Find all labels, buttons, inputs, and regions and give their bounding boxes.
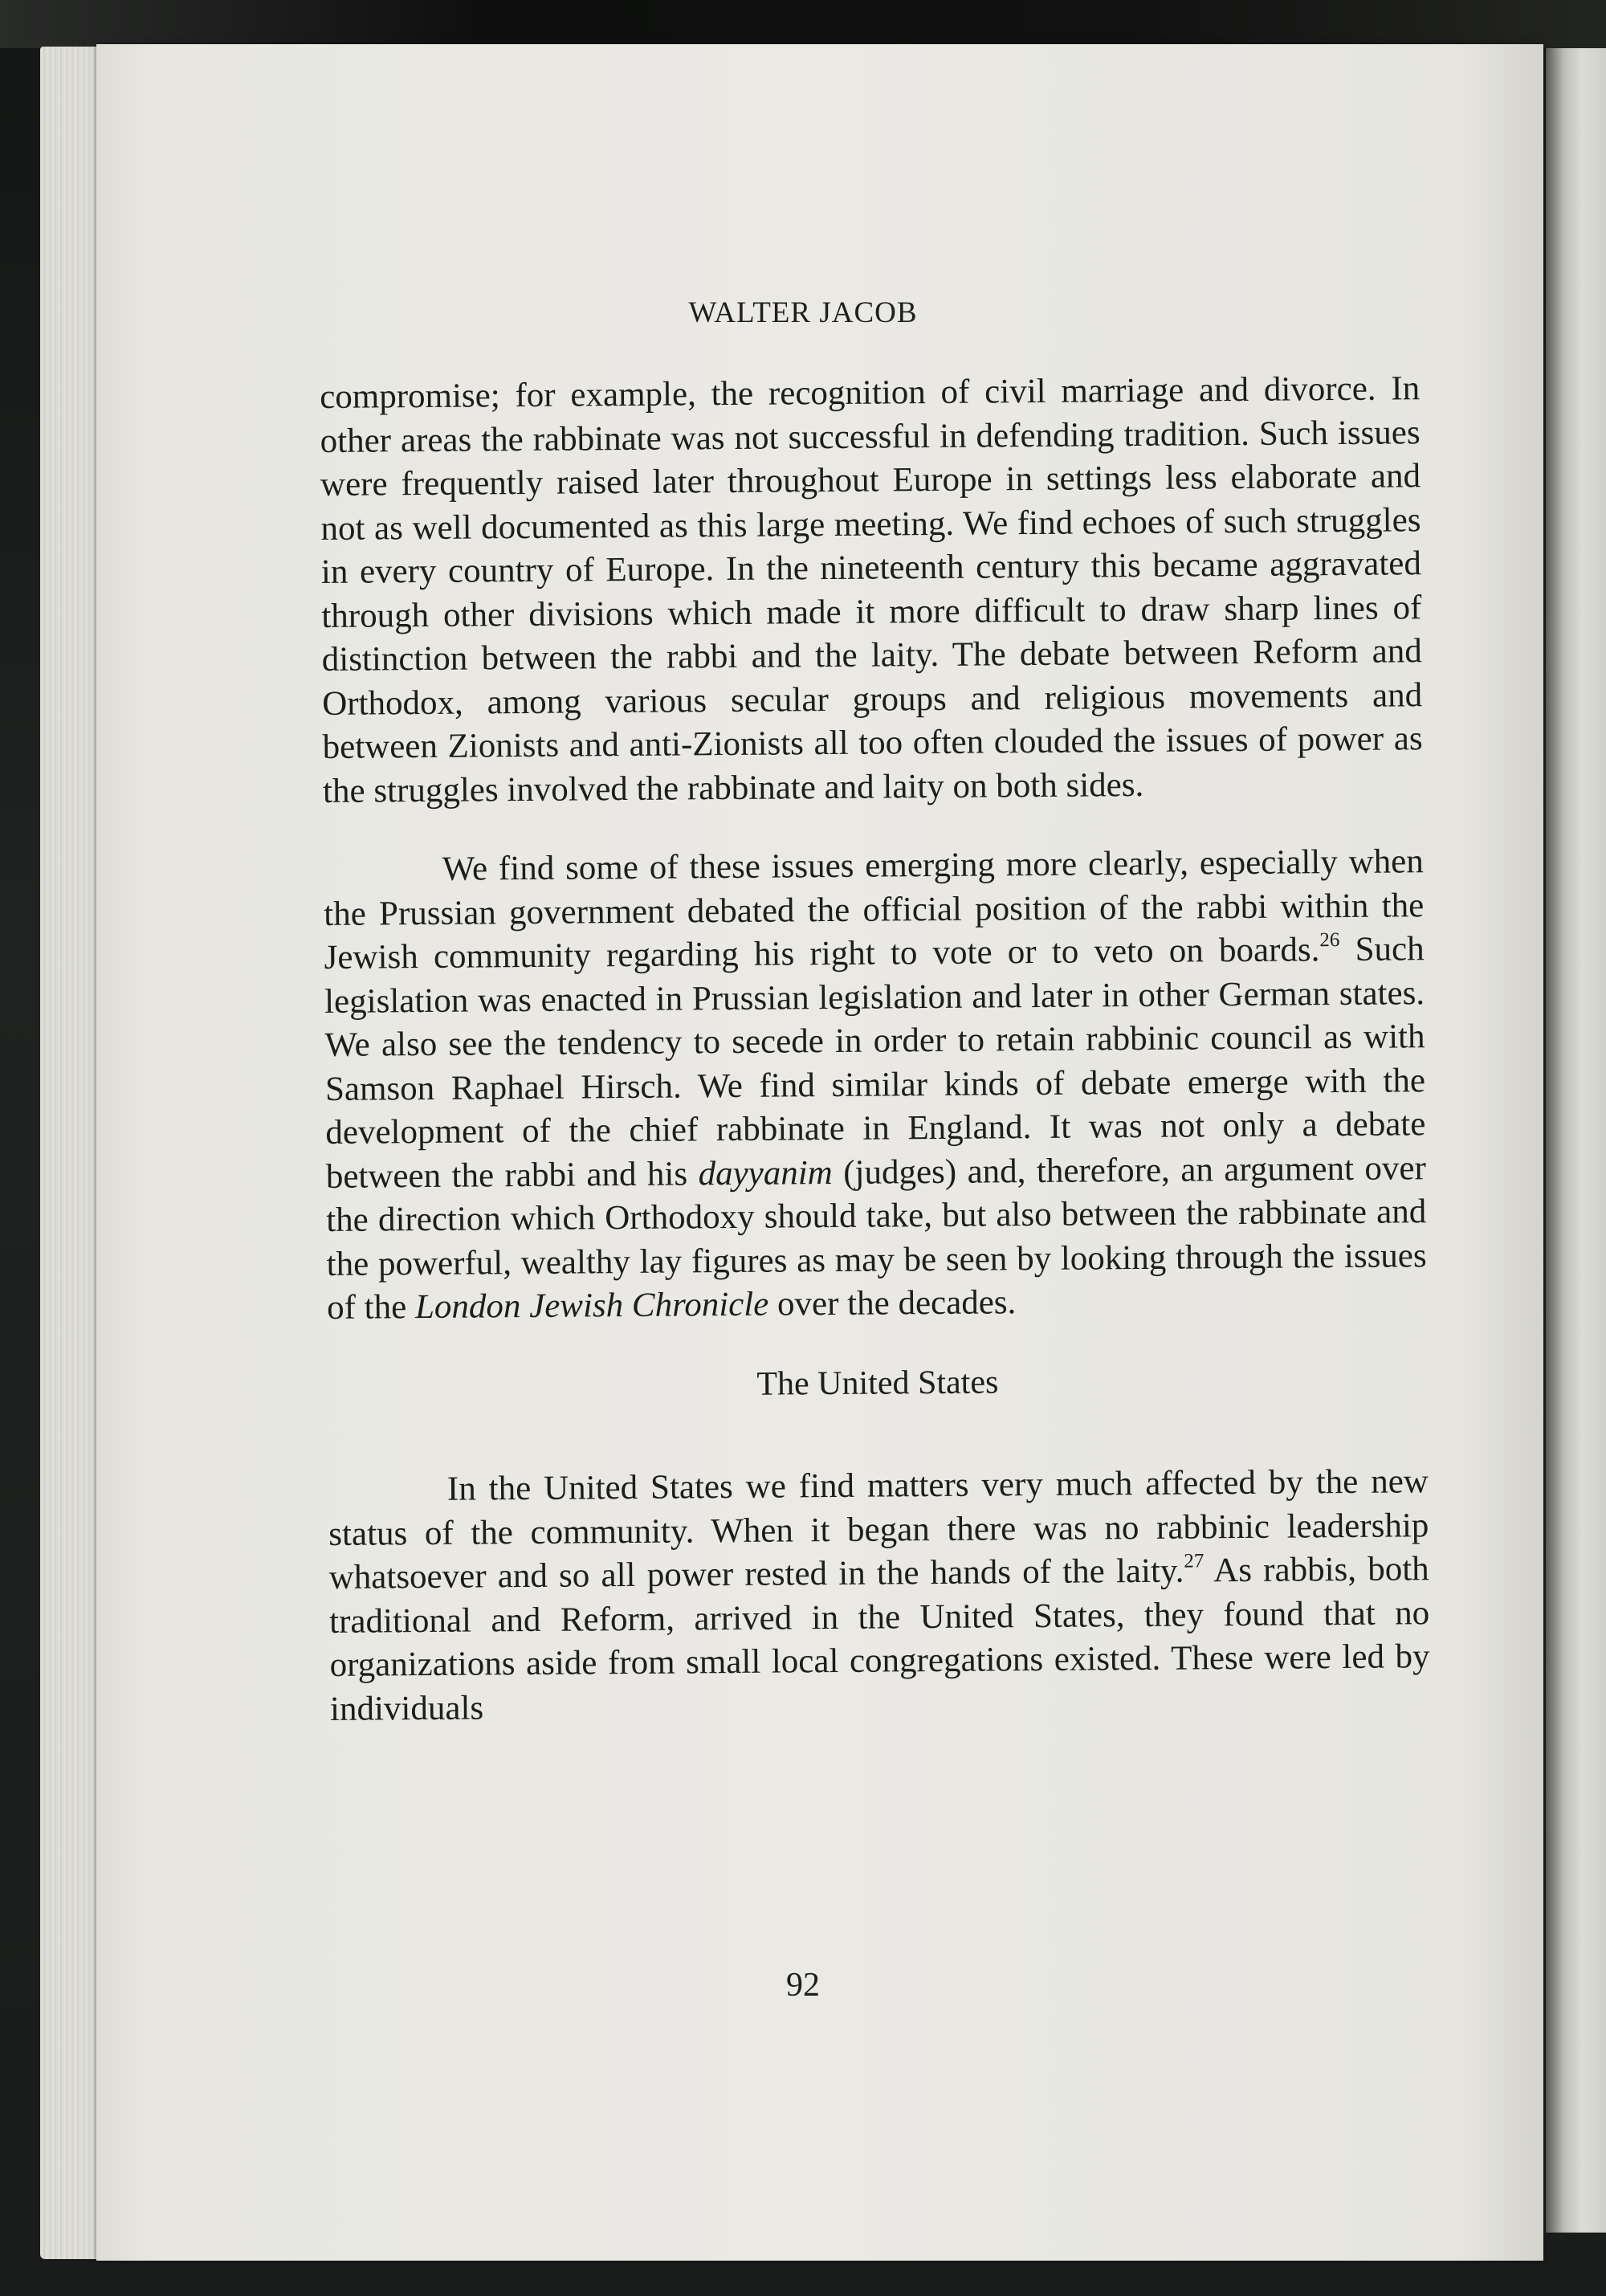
background-strip (0, 0, 1606, 48)
text-run: We find some of these issues emerging more clearly, especially when the Prussian government debated the official position of the rabbi within the Jewish community regarding his right to vote or to veto on boards. (324, 842, 1425, 977)
paragraph (324, 840, 1428, 1330)
text-run: compromise; for example, the recognition of civil marriage and divorce. In other areas the rabbinate was not successful in defending tradition. Such issues were frequently raised later throughout Europe in settings less elaborate and not as well documented as this large meeting. We find echoes of such struggles in every country of Europe. In the nineteenth century this became aggravated through other divisions which made it more difficult to draw sharp lines of distinction between the rabbi and the laity. The debate between Reform and Orthodox, among various secular groups and religious movements and between Zionists and anti-Zionists all too often clouded the issues of power as the struggles involved the rabbinate and laity on both sides. (320, 369, 1423, 810)
italic-term: dayyanim (698, 1153, 833, 1193)
page-edges (40, 47, 104, 2259)
paragraph (320, 367, 1423, 814)
footnote-ref: 26 (1319, 929, 1340, 952)
facing-page-edge (1546, 48, 1606, 2233)
italic-term: London Jewish Chronicle (414, 1285, 769, 1327)
footnote-ref: 27 (1184, 1550, 1204, 1572)
paragraph (328, 1460, 1431, 1731)
running-head: WALTER JACOB (688, 296, 918, 329)
text-run: As rabbis, both traditional and Reform, arrived in the United States, they found that no organizations aside from small local congregations existed. These were led by individuals (328, 1550, 1430, 1728)
text-run: over the decades. (768, 1283, 1017, 1323)
text-run: Such legislation was enacted in Prussian legislation and later in other German states. We also see the tendency to secede in order to retain rabbinic council as with Samson Raphael Hirsch. We find similar kinds of debate emerge with the development of the chief rabbinate in England. It was not only a debate between the rabbi and his (324, 930, 1426, 1196)
section-heading: The United States (756, 1363, 999, 1403)
body-text (320, 367, 1430, 1731)
page-number: 92 (786, 1967, 820, 2004)
text-run: (judges) and, therefore, an argument over the direction which Orthodoxy should take, but also between the rabbinate and the powerful, wealthy lay figures as may be seen by looking through the issues of the (326, 1148, 1427, 1327)
text-run: In the United States we find matters very much affected by the new status of the community. When it began there was no rabbinic leadership whatsoever and so all power rested in the hands of the laity. (328, 1462, 1429, 1597)
